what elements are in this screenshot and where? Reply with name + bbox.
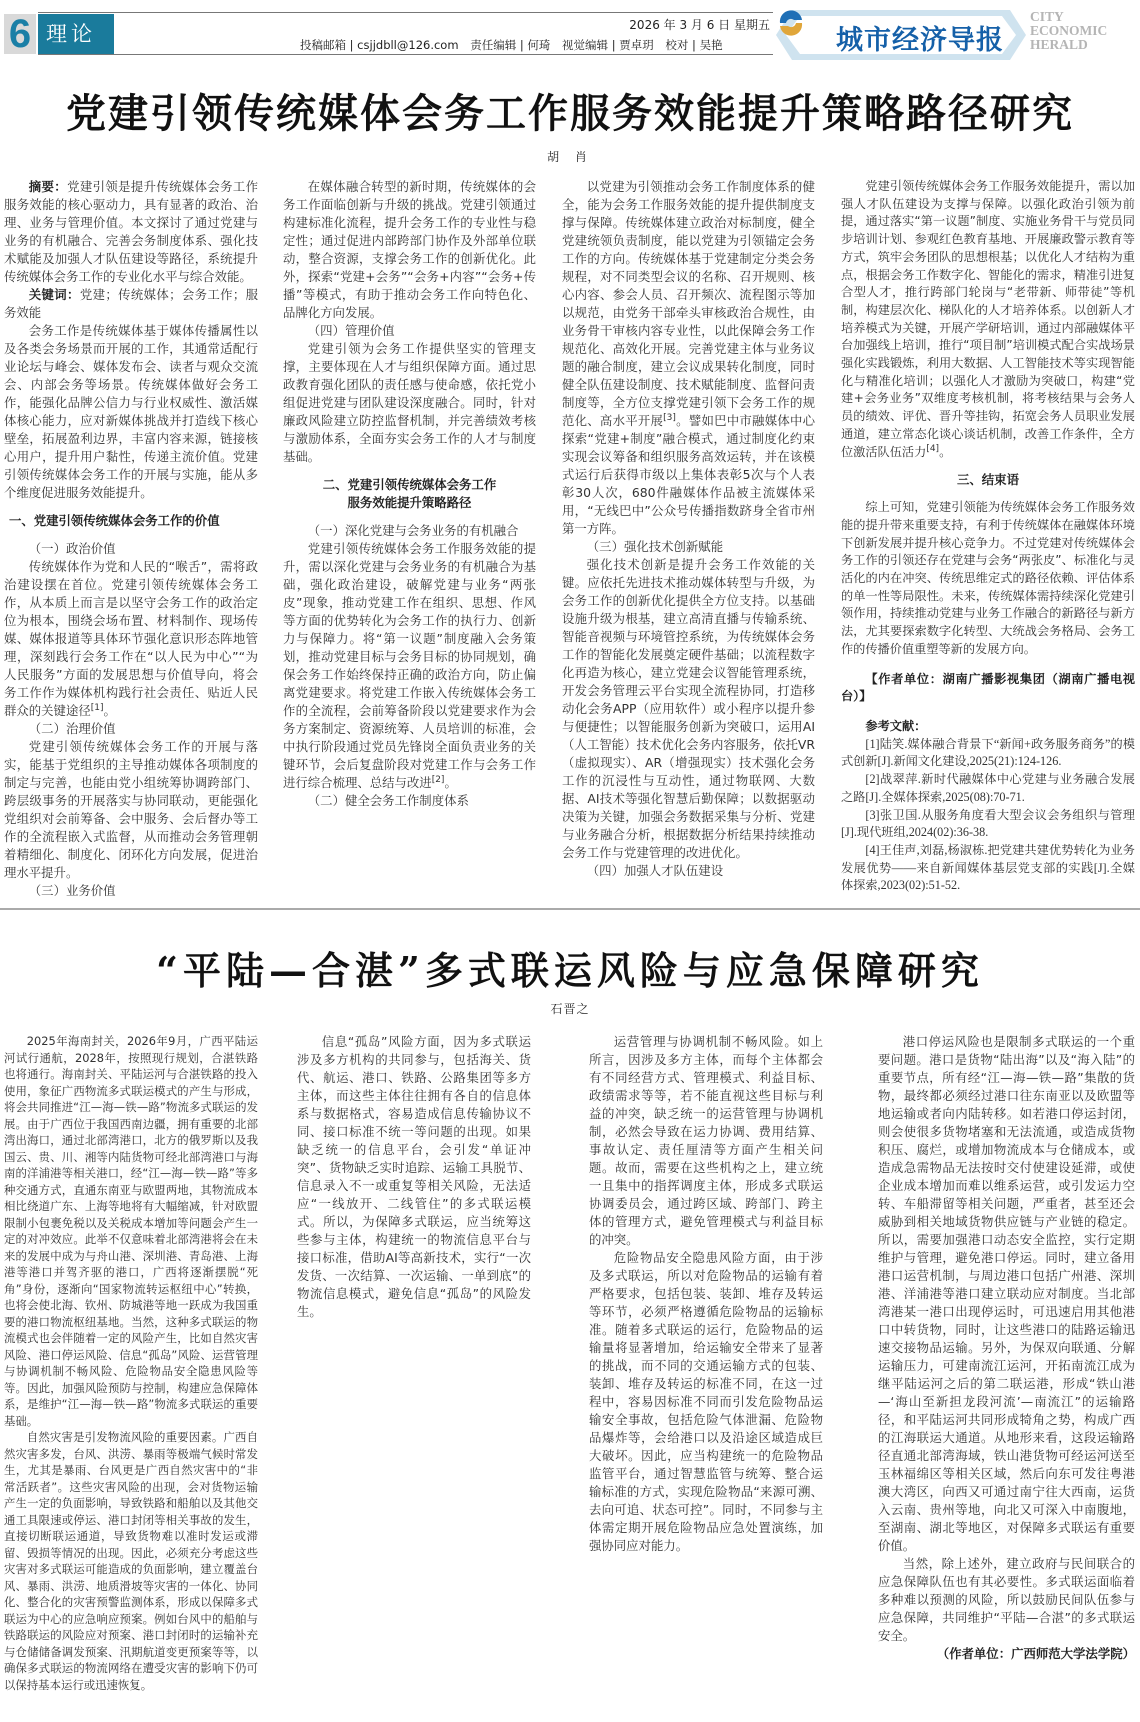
paragraph: 2025年海南封关，2026年9月，广西平陆运河试行通航，2028年，按照现行规划，合湛铁路也将通行。海南封关、平陆运河与合湛铁路的投入使用，象征广西物流多式联运模式的产生与形成，将会共同推进“江—海—铁—路”物流多式联运的发展。由于广西位于我国西南边疆，拥有重要的北部湾出海口，通过北部湾港口，北方的俄罗斯以及我国云、贵、川、湘等内陆货物可经北部湾港口与海南的洋浦港等相关港口，经“江—海—铁—路”等多种交通方式，直通东南亚与欧盟两地，其物流成本相比绕道广东、上海等地将有大幅缩减，针对欧盟限制小包裹免税以及关税成本增加等问题会产生一定的对冲效应。此举不仅意味着北部湾港将会在未来的发展中成为与舟山港、深圳港、青岛港、上海港等港口并驾齐驱的港口，广西将逐渐摆脱“死角”身份，逐渐向“国家物流转运枢纽中心”转换，也将会使北海、钦州、防城港等地一跃成为我国重要的港口物流枢纽基地。当然，这种多式联运的物流模式也会伴随着一定的风险产生，比如自然灾害风险、港口停运风险、信息“孤岛”风险、运营管理与协调机制不畅风险、危险物品安全隐患风险等等。因此，加强风险预防与控制，构建应急保障体系，是维护“江—海—铁—路”物流多式联运的重要基础。 — [4, 1034, 258, 1428]
newspaper-logo — [776, 8, 1026, 62]
paragraph-text: 党建引领传统媒体会务工作服务效能提升，需以加强人才队伍建设为支撑与保障。以强化政治引领为前提，通过落实“第一议题”制度、实施业务骨干与党员同步培训计划、参观红色教育基地、开展廉政警示教育等方式，筑牢会务团队的思想根基；以优化人才结构为重点，根据会务工作数字化、智能化的需求，精准引进复合型人才，推行跨部门轮岗与“老带新、师带徒”等机制，构建层次化、梯队化的人才培养体系。以创新人才培养模式为关键，开展产学研培训，通过内部融媒体平台加强线上培训，推行“项目制”培训模式配合实战场景强化实践锻炼，利用大数据、人工智能技术等实现智能化与精准化培训；以强化人才激励为突破口，构建“党建+会务业务”双维度考核机制，将考核结果与会务人员的绩效、评优、晋升等挂钩，拓宽会务人员职业发展通道，建立常态化谈心谈话机制，改善工作条件，全方位激活队伍活力 — [841, 179, 1135, 459]
credit-submission-email: 投稿邮箱 | csjjdbll@126.com — [300, 38, 459, 52]
logo-chinese-name: 城市经济导报 — [836, 25, 1004, 56]
paragraph-text: 传统媒体作为党和人民的“喉舌”，需将政治建设摆在首位。党建引领传统媒体会务工作，从本质上而言是以坚守会务工作的政治定位为根本，围绕会场布置、材料制作、现场传媒、媒体报道等具体环节强化意识形态阵地管理，深刻践行会务工作在“以人民为中心”“为人民服务”方面的发展思想与价值导向，将会务工作作为媒体机构践行社会责任、贴近人民群众的关键途径 — [4, 559, 258, 718]
logo-en-line: HERALD — [1030, 37, 1088, 52]
credit-editor: 责任编辑 | 何琦 — [470, 38, 551, 52]
section-tag: 理论 — [38, 14, 114, 54]
article2-column-2 — [297, 1033, 531, 1321]
paragraph: 当然，除上述外，建立政府与民间联合的应急保障队伍也有其必要性。多式联运面临着多种难以预测的风险，所以鼓励民间队伍参与应急保障，共同维护“平陆—合湛”的多式联运安全。 — [878, 1556, 1135, 1643]
article2-title: “平陆—合湛”多式联运风险与应急保障研究 — [156, 948, 984, 993]
paragraph-text: 。譬如巴中市融媒体中心探索“党建+制度”融合模式，通过制度化约束实现会议筹备和组织服务高效运转，并在该模式运行后获得市级以上集体表彰5次与个人表彰30人次，680件融媒体作品被主流媒体采用，“无线巴中”公众号传播指数跻身全省市州第一方阵。 — [562, 413, 816, 536]
subheading: （二）健全会务工作制度体系 — [307, 793, 469, 808]
article1-author: 胡 肖 — [547, 150, 593, 164]
paragraph: 信息“孤岛”风险方面，因为多式联运涉及多方机构的共同参与，包括海关、货代、航运、港口、铁路、公路集团等多方主体，而这些主体往往拥有各自的信息体系与数据格式，容易造成信息传输协议不同、接口标准不统一等问题的出现。如果缺乏统一的信息平台，会引发“单证冲突”、货物缺乏实时追踪、运输工具脱节、信息录入不一或重复等相关风险，无法适应“一线放开、二线管住”的多式联运模式。所以，为保障多式联运，应当统筹这些参与主体，构建统一的物流信息平台与接口标准，借助AI等高新技术，实行“一次发货、一次结算、一次运输、一单到底”的物流信息模式，避免信息“孤岛”的风险发生。 — [297, 1034, 531, 1319]
citation: [2] — [431, 774, 445, 785]
article2-column-3 — [589, 1033, 823, 1555]
paragraph: 运营管理与协调机制不畅风险。如上所言，因涉及多方主体，而每个主体都会有不同经营方式、管理模式、利益目标、政绩需求等等，若不能直视这些目标与利益的冲突，缺乏统一的运营管理与协调机制，必然会导致在运力协调、费用结算、事故认定、责任厘清等方面产生相关问题。故而，需要在这些机构之上，建立统一且集中的指挥调度主体，形成多式联运协调委员会，通过跨区域、跨部门、跨主体的管理方式，避免管理模式与利益目标的冲突。 — [589, 1034, 823, 1247]
logo-english-name — [1030, 10, 1107, 52]
paragraph-text: 党建引领传统媒体会务工作服务效能的提升，需以深化党建与会务业务的有机融合为基础，强化政治建设，破解党建与业务“两张皮”现象，推动党建工作在组织、思想、作风等方面的优势转化为会务工作的执行力、创新力与保障力。将“第一议题”制度融入会务策划，推动党建目标与会务目标的协同规划，确保会务工作始终保持正确的政治方向，防止偏离党建要求。将党建工作嵌入传统媒体会务工作的全流程，会前筹备阶段以党建要求作为会务方案制定、资源统筹、人员培训的标准，会中执行阶段通过党员先锋岗全面负责业务的关键环节，会后复盘阶段对党建工作与会务工作进行综合梳理、总结与改进 — [283, 541, 536, 790]
article2-author: 石晋之 — [550, 1002, 590, 1016]
intro-paragraph: 会务工作是传统媒体基于媒体传播属性以及各类会务场景而开展的工作，其通常适配行业论坛与峰会、媒体发布会、读者与观众交流会、内部会务等场景。传统媒体做好会务工作，能强化品牌公信力与行业权威性、激活媒体核心能力，应对新媒体挑战并打造线下核心壁垒，拓展盈利边界，丰富内容来源，链接核心用户，提升用户黏性，传递主流价值。党建引领传统媒体会务工作的开展与实施，能从多个维度促进服务效能提升。 — [4, 323, 258, 500]
article1-column-4 — [841, 178, 1135, 895]
subheading: （三）业务价值 — [28, 883, 116, 898]
logo-en-line: CITY — [1030, 9, 1064, 24]
masthead — [0, 0, 1140, 66]
paragraph: 强化技术创新是提升会务工作效能的关键。应依托先进技术推动媒体转型与升级，为会务工作的创新优化提供全方位支持。以基础设施升级为根基，建立高清直播与传输系统、智能音视频与环境管控系统，为传统媒体会务工作的智能化发展奠定硬件基础；以流程数字化再造为核心，建立党建会议智能管理系统，开发会务管理云平台实现全流程协同，打造移动化会务APP（应用软件）或小程序以提升参与便捷性；以智能服务创新为突破口，运用AI（人工智能）技术优化会务内容服务，依托VR（虚拟现实）、AR（增强现实）技术强化会务工作的沉浸性与互动性，通过物联网、大数据、AI技术等强化智慧后勤保障；以数据驱动决策为关键，加强会务数据采集与分析、党建与业务融合分析，根据数据分析结果持续推动会务工作与党建管理的改进优化。 — [562, 557, 815, 860]
editor-credits — [300, 37, 731, 53]
paragraph: 党建引领传统媒体会务工作的开展与落实，能基于党组织的主导推动媒体各项制度的制定与完善，也能由党小组统筹协调跨部门、跨层级事务的开展落实与协同联动，更能强化党组织对会前筹备、会中服务、会后督办等工作的全流程嵌入式监督，从而推动会务管理朝着精细化、制度化、闭环化方向发展，促进治理水平提升。 — [4, 739, 258, 880]
keywords-label: 关键词： — [28, 287, 80, 302]
credit-proofreader: 校对 | 吴艳 — [665, 38, 723, 52]
author-affiliation: （作者单位：广西师范大学法学院） — [936, 1646, 1135, 1661]
paragraph — [562, 178, 815, 538]
masthead-rule-top — [38, 12, 773, 13]
article1-column-1 — [4, 178, 258, 900]
abstract-label: 摘要： — [28, 179, 68, 194]
article1-column-3 — [562, 178, 815, 880]
masthead-rule-bottom — [38, 54, 773, 55]
page-number: 6 — [4, 14, 36, 54]
keywords — [4, 286, 258, 322]
reference-item: [2]战翠萍.新时代融媒体中心党建与业务融合发展之路[J].全媒体探索,2025(08):70-71. — [841, 772, 1135, 804]
subheading: （三）强化技术创新赋能 — [586, 539, 724, 554]
paragraph — [283, 540, 536, 792]
heading-line: 二、党建引领传统媒体会务工作 — [322, 477, 497, 492]
paragraph — [4, 558, 258, 720]
issue-date: 2026 年 3 月 6 日 星期五 — [629, 18, 770, 32]
article-divider — [0, 908, 1140, 910]
abstract — [4, 178, 258, 286]
article1-title: 党建引领传统媒体会务工作服务效能提升策略路径研究 — [66, 90, 1074, 137]
article2-column-1 — [4, 1033, 258, 1693]
citation: [4] — [926, 443, 940, 454]
paragraph-end: 。 — [939, 444, 952, 459]
paragraph — [841, 178, 1135, 461]
citation: [1] — [90, 702, 104, 713]
paragraph: 港口停运风险也是限制多式联运的一个重要问题。港口是货物“陆出海”以及“海入陆”的重要节点，所有经“江—海—铁—路”集散的货物，最终都必须经过港口往东南亚以及欧盟等地运输或者向内陆转移。如若港口停运封闭，则会使很多货物堵塞和无法流通，或造成货物积压、腐烂，或增加物流成本与仓储成本，或造成急需物品无法按时交付使建设延滞，或使企业成本增加而难以维系运营，或引发运力空转、车船滞留等相关问题，严重者，甚至还会威胁到相关地域货物供应链与产业链的稳定。所以，需要加强港口动态安全监控，实行定期维护与管理，避免港口停运。同时，建立备用港口运营机制，与周边港口包括广州港、深圳港、洋浦港等港口建立联动应对制度。当北部湾港某一港口出现停运时，可迅速启用其他港口中转货物，同时，让这些港口的陆路运输迅速交接物品运输。另外，为保双向联通、分解运输压力，可建南流江运河，开拓南流江成为继平陆运河之后的第二联运港，形成“铁山港—‘海山至新担龙段河流’—南流江”的运输路径，和平陆运河共同形成犄角之势，构成广西的江海联运大通道。从地形来看，这段运输路径直通北部湾海域，铁山港货物可经运河送至玉林福绵区等相关区域，然后向东可发往粤港澳大湾区，向西又可通过南宁往大西南，运货入云南、贵州等地，向北又可深入中南腹地，至湖南、湖北等地区，对保障多式联运有重要价值。 — [878, 1034, 1135, 1553]
subheading: （四）加强人才队伍建设 — [586, 863, 724, 878]
article1-column-2 — [283, 178, 536, 810]
section-heading-1: 一、党建引领传统媒体会务工作的价值 — [8, 513, 220, 528]
logo-mark-icon — [776, 8, 806, 38]
keywords-text: 党建；传统媒体；会务工作；服务效能 — [4, 287, 259, 320]
paragraph: 综上可知，党建引领能为传统媒体会务工作服务效能的提升带来重要支持，有利于传统媒体在融媒体环境下创新发展并提升核心竞争力。不过党建对传统媒体会务工作的引领还存在党建与会务“两张皮”、标准化与灵活化的内在冲突、传统思维定式的路径依赖、评估体系的单一性等局限性。未来，传统媒体需持续深化党建引领作用，持续推动党建与业务工作融合的新路径与新方法，尤其要探索数字化转型、大统战会务格局、会务工作的传播价值重塑等新的发展方向。 — [841, 500, 1135, 656]
subheading: （一）政治价值 — [28, 541, 116, 556]
heading-line: 服务效能提升策略路径 — [347, 495, 472, 510]
paragraph-text: 以党建为引领推动会务工作制度体系的健全，能为会务工作服务效能的提升提供制度支撑与保障。传统媒体建立政治对标制度，健全党建统领负责制度，能以党建为引领锚定会务工作的方向。传统媒体基于党建制定分类会务规程，对不同类型会议的名称、召开规则、核心内容、参会人员、召开频次、流程图示等加以规范，由党务干部牵头审核政治合规性，由业务骨干审核内容专业性，以此保障会务工作规范化、高效化开展。完善党建主体与业务议题的融合制度，建立会议成果转化制度，同时健全队伍建设制度、技术赋能制度、监督问责制度等，全方位支撑党建引领下会务工作的规范化、高水平开展 — [562, 179, 815, 428]
section-heading-3: 三、结束语 — [957, 472, 1019, 488]
article2-column-4 — [878, 1033, 1135, 1663]
reference-item: [1]陆笑.媒体融合背景下“新闻+政务服务商务”的模式创新[J].新闻文化建设,2025(21):124-126. — [841, 736, 1135, 769]
subheading: （四）管理价值 — [307, 323, 395, 338]
section-heading-2 — [283, 476, 536, 512]
paragraph: 在媒体融合转型的新时期，传统媒体的会务工作面临创新与升级的挑战。党建引领通过构建标准化流程，提升会务工作的专业性与稳定性；通过促进内部跨部门协作及外部单位联动，整合资源，支撑会务工作的创新优化。此外，探索“党建+会务”“会务+内容”“会务+传播”等模式，有助于推动会务工作向特色化、品牌化方向发展。 — [283, 179, 536, 320]
paragraph-end: 。 — [444, 775, 457, 790]
logo-en-line: ECONOMIC — [1030, 23, 1108, 38]
subheading: （一）深化党建与会务业务的有机融合 — [307, 523, 519, 538]
reference-item: [3]张卫国.从服务角度看大型会议会务组织与管理[J].现代班组,2024(02):36-38. — [841, 807, 1135, 840]
subheading: （二）治理价值 — [28, 721, 116, 736]
references-label: 参考文献： — [865, 718, 927, 733]
paragraph: 党建引领为会务工作提供坚实的管理支撑，主要体现在人才与组织保障方面。通过思政教育强化团队的责任感与使命感，依托党小组促进党建与团队建设深度融合。同时，针对廉政风险建立防控监督机制，并完善绩效考核与激励体系，全面夯实会务工作的人才与制度基础。 — [283, 341, 536, 464]
paragraph: 危险物品安全隐患风险方面，由于涉及多式联运，所以对危险物品的运输有着严格要求，包括包装、装卸、堆存及转运等环节，必须严格遵循危险物品的运输标准。随着多式联运的运行，危险物品的运输量将显著增加，给运输安全带来了显著的挑战，而不同的交通运输方式的包装、装卸、堆存及转运的标准不同，在这一过程中，容易因标准不同而引发危险物品运输安全事故，包括危险气体泄漏、危险物品爆炸等，会给港口以及沿途区域造成巨大破坏。因此，应当构建统一的危险物品监管平台，通过智慧监管与统筹、整合运输标准的方式，实现危险物品“来源可溯、去向可追、状态可控”。同时，不同参与主体需定期开展危险物品应急处置演练，加强协同应对能力。 — [589, 1250, 823, 1553]
citation: [3] — [663, 412, 676, 423]
paragraph-end: 。 — [103, 703, 116, 718]
reference-item: [4]王佳声,刘磊,杨淑栋.把党建共建优势转化为业务发展优势——来自新闻媒体基层党支部的实践[J].全媒体探索,2023(02):51-52. — [841, 842, 1135, 893]
abstract-text: 党建引领是提升传统媒体会务工作服务效能的核心驱动力，具有显著的政治、治理、业务与管理价值。本文探讨了通过党建与业务的有机融合、完善会务制度体系、强化技术赋能及加强人才队伍建设等路径，系统提升传统媒体会务工作的专业化水平与综合效能。 — [4, 179, 259, 284]
paragraph: 自然灾害是引发物流风险的重要因素。广西自然灾害多发，台风、洪涝、暴雨等极端气候时常发生，尤其是暴雨、台风更是广西自然灾害中的“非常活跃者”。这些灾害风险的出现，会对货物运输产生一定的负面影响，导致铁路和船舶以及其他交通工具限速或停运、港口封闭等相关事故的发生，直接切断联运通道，导致货物难以准时发运或滞留、毁损等情况的出现。因此，必须充分考虑这些灾害对多式联运可能造成的负面影响，建立覆盖台风、暴雨、洪涝、地质滑坡等灾害的一体化、协同化、整合化的灾害预警监测体系，形成以保障多式联运为中心的应急响应预案。例如台风中的船舶与铁路联运的风险应对预案、港口封闭时的运输补充与仓储储备调发预案、汛期航道变更预案等等，以确保多式联运的物流网络在遭受灾害的影响下仍可以保持基本运行或迅速恢复。 — [4, 1430, 258, 1692]
author-affiliation: 【作者单位：湖南广播影视集团（湖南广播电视台）】 — [841, 671, 1135, 704]
credit-visual-editor: 视觉编辑 | 贾卓玥 — [562, 38, 654, 52]
